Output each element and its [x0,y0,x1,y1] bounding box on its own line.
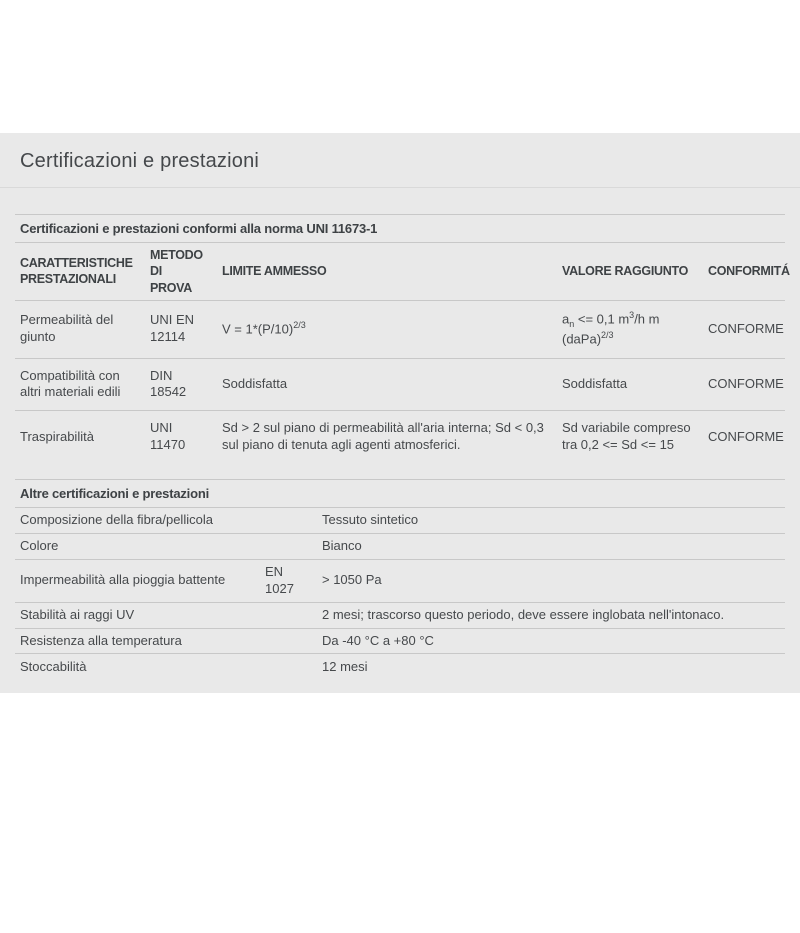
certifications-table-title: Certificazioni e prestazioni conformi alla norma UNI 11673-1 [15,215,785,243]
column-header-valore: VALORE RAGGIUNTO [562,264,688,279]
page-title: Certificazioni e prestazioni [20,150,260,172]
cell-caratteristica: Permeabilità del giunto [20,312,114,345]
certifications-table [15,214,790,463]
cell-metodo: DIN 18542 [150,367,187,400]
cell-caratteristica: Traspirabilità [20,428,94,444]
table-row [15,359,785,412]
cell-value: Tessuto sintetico [322,512,419,528]
cell-label: Impermeabilità alla pioggia battente [20,572,226,588]
cell-metodo: UNI EN 12114 [150,312,195,345]
table-row [15,603,785,629]
cell-limite: Soddisfatta [222,376,288,392]
cell-label: Resistenza alla temperatura [20,632,182,648]
cell-value: 2 mesi; trascorso questo periodo, deve essere inglobata nell'intonaco. [322,606,725,622]
column-header-limite: LIMITE AMMESSO [222,264,327,279]
cell-value: Bianco [322,538,362,554]
other-certifications-table [15,479,785,679]
table-row [15,654,785,679]
table-row [15,534,785,560]
cell-conformita: CONFORME [708,376,784,392]
table-row [15,411,785,463]
heading-divider [0,187,800,188]
table-row [15,629,785,655]
table-header-row [15,243,790,301]
cell-valore: Soddisfatta [562,376,628,392]
cell-conformita: CONFORME [708,428,784,444]
column-header-conformita: CONFORMITÁ [708,264,790,279]
cell-metodo: UNI 11470 [150,420,186,453]
column-header-caratteristiche: CARATTERISTICHE PRESTAZIONALI [20,256,133,287]
cell-value: 12 mesi [322,658,368,674]
cell-valore: Sd variabile compreso tra 0,2 <= Sd <= 15 [562,420,691,453]
other-certifications-table-title: Altre certificazioni e prestazioni [15,480,785,508]
cell-label: Stoccabilità [20,658,87,674]
cell-label: Colore [20,538,59,554]
table-row [15,508,785,534]
cell-valore: $a_n <= 0,1$ $m^3/h$ m (daPa)$^{2/3}$ [562,309,660,347]
table-row [15,560,785,603]
cell-value: > 1050 Pa [322,572,382,588]
cell-label: Composizione della fibra/pellicola [20,512,213,528]
cell-method: EN 1027 [265,563,294,596]
cell-caratteristica: Compatibilità con altri materiali edili [20,367,121,400]
table-row [15,301,785,359]
certifications-section [0,133,800,693]
cell-limite: Sd > 2 sul piano di permeabilità all'aria interna; Sd < 0,3 sul piano di tenuta agli agenti atmosferici. [222,420,544,453]
cell-limite: $V = 1*(P/10)^{2/3}$ [222,320,306,337]
cell-label: Stabilità ai raggi UV [20,606,135,622]
cell-value: Da -40 °C a +80 °C [322,632,434,648]
column-header-metodo: METODO DI PROVA [150,248,203,295]
cell-conformita: CONFORME [708,320,784,336]
